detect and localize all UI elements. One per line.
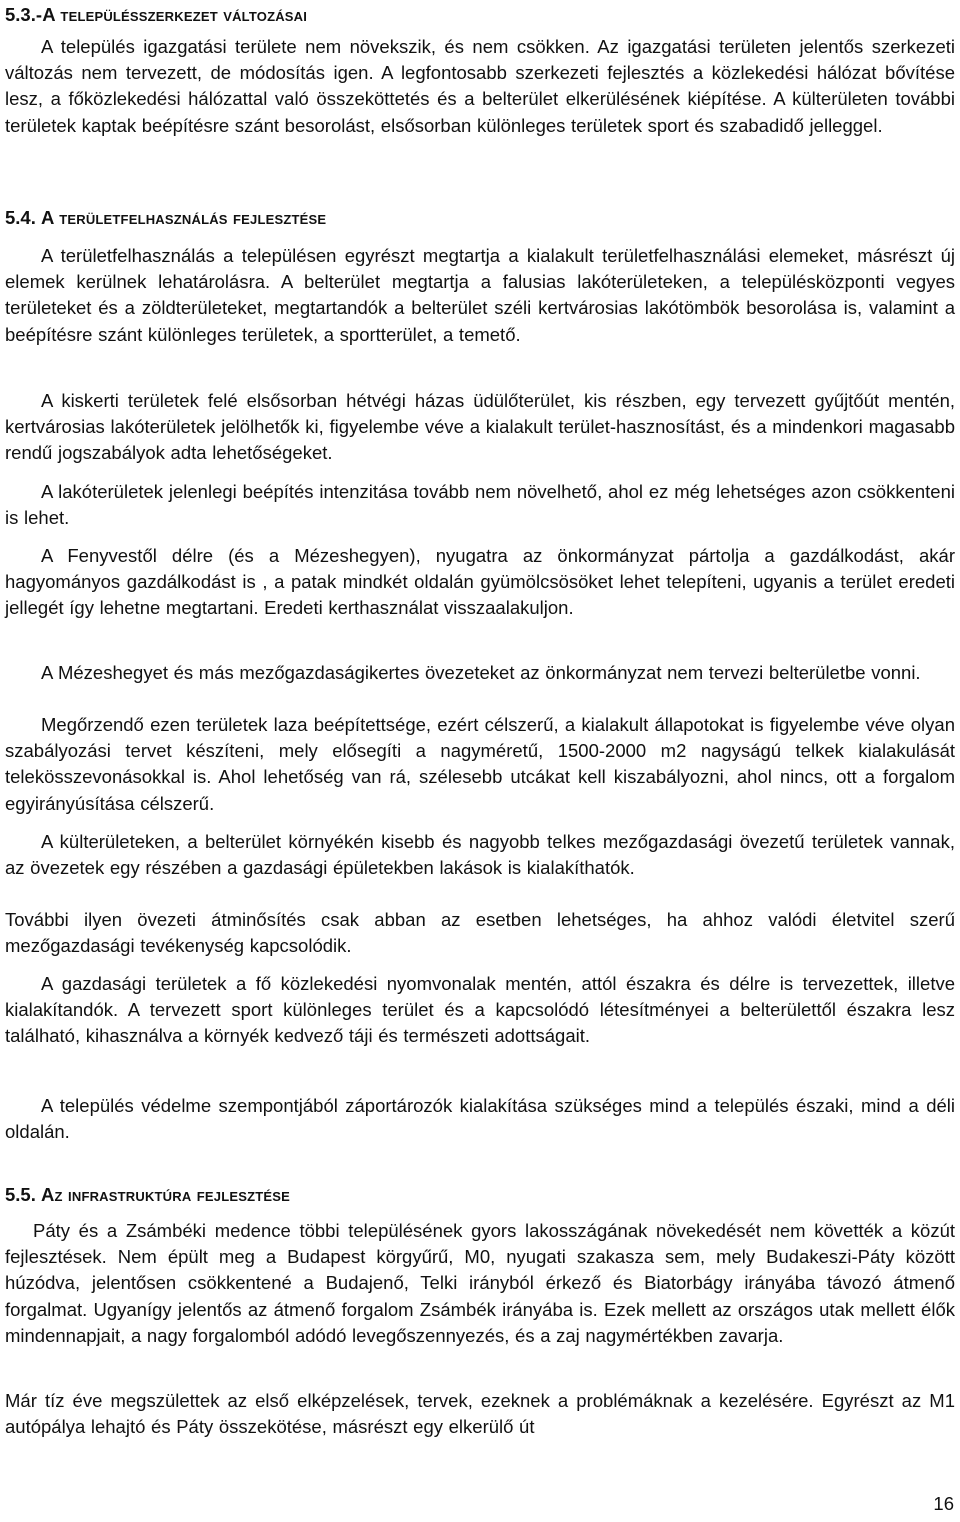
paragraph: Megőrzendő ezen területek laza beépítettsége, ezért célszerű, a kialakult állapotokat is figyelembe véve olyan szabályozási tervet készíteni, mely elősegíti a nagyméretű, 1500-2000 m2 nagyságú telkek kialakulását telekösszevonásokkal is. Ahol lehetőség van rá, szélesebb utcákat kell kiszabályozni, ahol nincs, ott a forgalom egyirányúsítása célszerű.	[5, 714, 955, 814]
paragraph: A település védelme szempontjából záportározók kialakítása szükséges mind a település északi, mind a déli oldalán.	[5, 1095, 955, 1143]
section-heading-5-4	[5, 207, 326, 229]
paragraph: A gazdasági területek a fő közlekedési nyomvonalak mentén, attól északra és délre is tervezettek, illetve kialakítandók. A tervezett sport különleges terület és a kapcsolódó létesítményei a belterülettől északra lesz található, kihasználva a környék kedvező táji és természeti adottságait.	[5, 973, 955, 1047]
page-number: 16	[933, 1493, 954, 1514]
section-heading-5-5	[5, 1184, 290, 1206]
section-title: A területfelhasználás fejlesztése	[41, 207, 327, 228]
paragraph: Páty és a Zsámbéki medence többi településének gyors lakosszágának növekedését nem követték a közút fejlesztések. Nem épült meg a Budapest körgyűrű, M0, nyugati szakasza sem, mely Budakeszi-Páty között húzódva, jelentősen csökkentené a Budajenő, Telki irányból érkező és Biatorbágy irányába távozó átmenő forgalmat. Ugyanígy jelentős az átmenő forgalom Zsámbék irányába is. Ezek mellett az országos utak mellett élők mindennapjait, a nagy forgalomból adódó levegőszennyezés, és a zaj nagymértékben zavarja.	[5, 1220, 955, 1346]
paragraph: A Mézeshegyet és más mezőgazdaságikertes övezeteket az önkormányzat nem tervezi belterületbe vonni.	[41, 662, 921, 683]
section-number: 5.5.	[5, 1184, 36, 1205]
paragraph: A Fenyvestől délre (és a Mézeshegyen), nyugatra az önkormányzat pártolja a gazdálkodást, akár hagyományos gazdálkodást is , a patak mindkét oldalán gyümölcsösöket lehet telepíteni, ugyanis a terület eredeti jellegét így lehetne megtartani. Eredeti kerthasználat visszaalakuljon.	[5, 545, 955, 619]
section-title: Az infrastruktúra fejlesztése	[41, 1184, 290, 1205]
section-number: 5.3.	[5, 4, 36, 25]
paragraph: A település igazgatási területe nem növekszik, és nem csökken. Az igazgatási területen jelentős szerkezeti változás nem tervezett, de módosítás igen. A legfontosabb szerkezeti fejlesztés a közlekedési hálózat bővítése lesz, a főközlekedési hálózattal való összeköttetés és a belterület elkerülésének kiépítése. A külterületen további területek kaptak beépítésre szánt besorolást, elsősorban különleges területek sport és szabadidő jelleggel.	[5, 36, 955, 136]
paragraph: A kiskerti területek felé elsősorban hétvégi házas üdülőterület, kis részben, egy tervezett gyűjtőút mentén, kertvárosias lakóterületek jelölhetők ki, figyelembe véve a kialakult terület-hasznosítást, és a mindenkori magasabb rendű jogszabályok adta lehetőségeket.	[5, 390, 955, 464]
paragraph: A lakóterületek jelenlegi beépítés intenzitása tovább nem növelhető, ahol ez még lehetséges azon csökkenteni is lehet.	[5, 481, 955, 529]
section-number: 5.4.	[5, 207, 36, 228]
paragraph: A külterületeken, a belterület környékén kisebb és nagyobb telkes mezőgazdasági övezetű területek vannak, az övezetek egy részében a gazdasági épületekben lakások is kialakíthatók.	[5, 831, 955, 879]
paragraph: Már tíz éve megszülettek az első elképzelések, tervek, ezeknek a problémáknak a kezelésére. Egyrészt az M1 autópálya lehajtó és Páty összekötése, másrészt egy elkerülő út	[5, 1390, 955, 1438]
section-title: -A településszerkezet változásai	[35, 4, 308, 25]
section-heading-5-3	[5, 4, 307, 26]
paragraph: A területfelhasználás a településen egyrészt megtartja a kialakult területfelhasználási elemeket, másrészt új elemek kerülnek lehatárolásra. A belterület megtartja a falusias lakóterületeken, a településközponti vegyes területeket és a zöldterületeket, megtartandók a belterület széli kertvárosias lakótömbök besorolása is, valamint a beépítésre szánt különleges területek, a sportterület, a temető.	[5, 245, 955, 345]
paragraph: További ilyen övezeti átminősítés csak abban az esetben lehetséges, ha ahhoz valódi életvitel szerű mezőgazdasági tevékenység kapcsolódik.	[5, 909, 955, 957]
